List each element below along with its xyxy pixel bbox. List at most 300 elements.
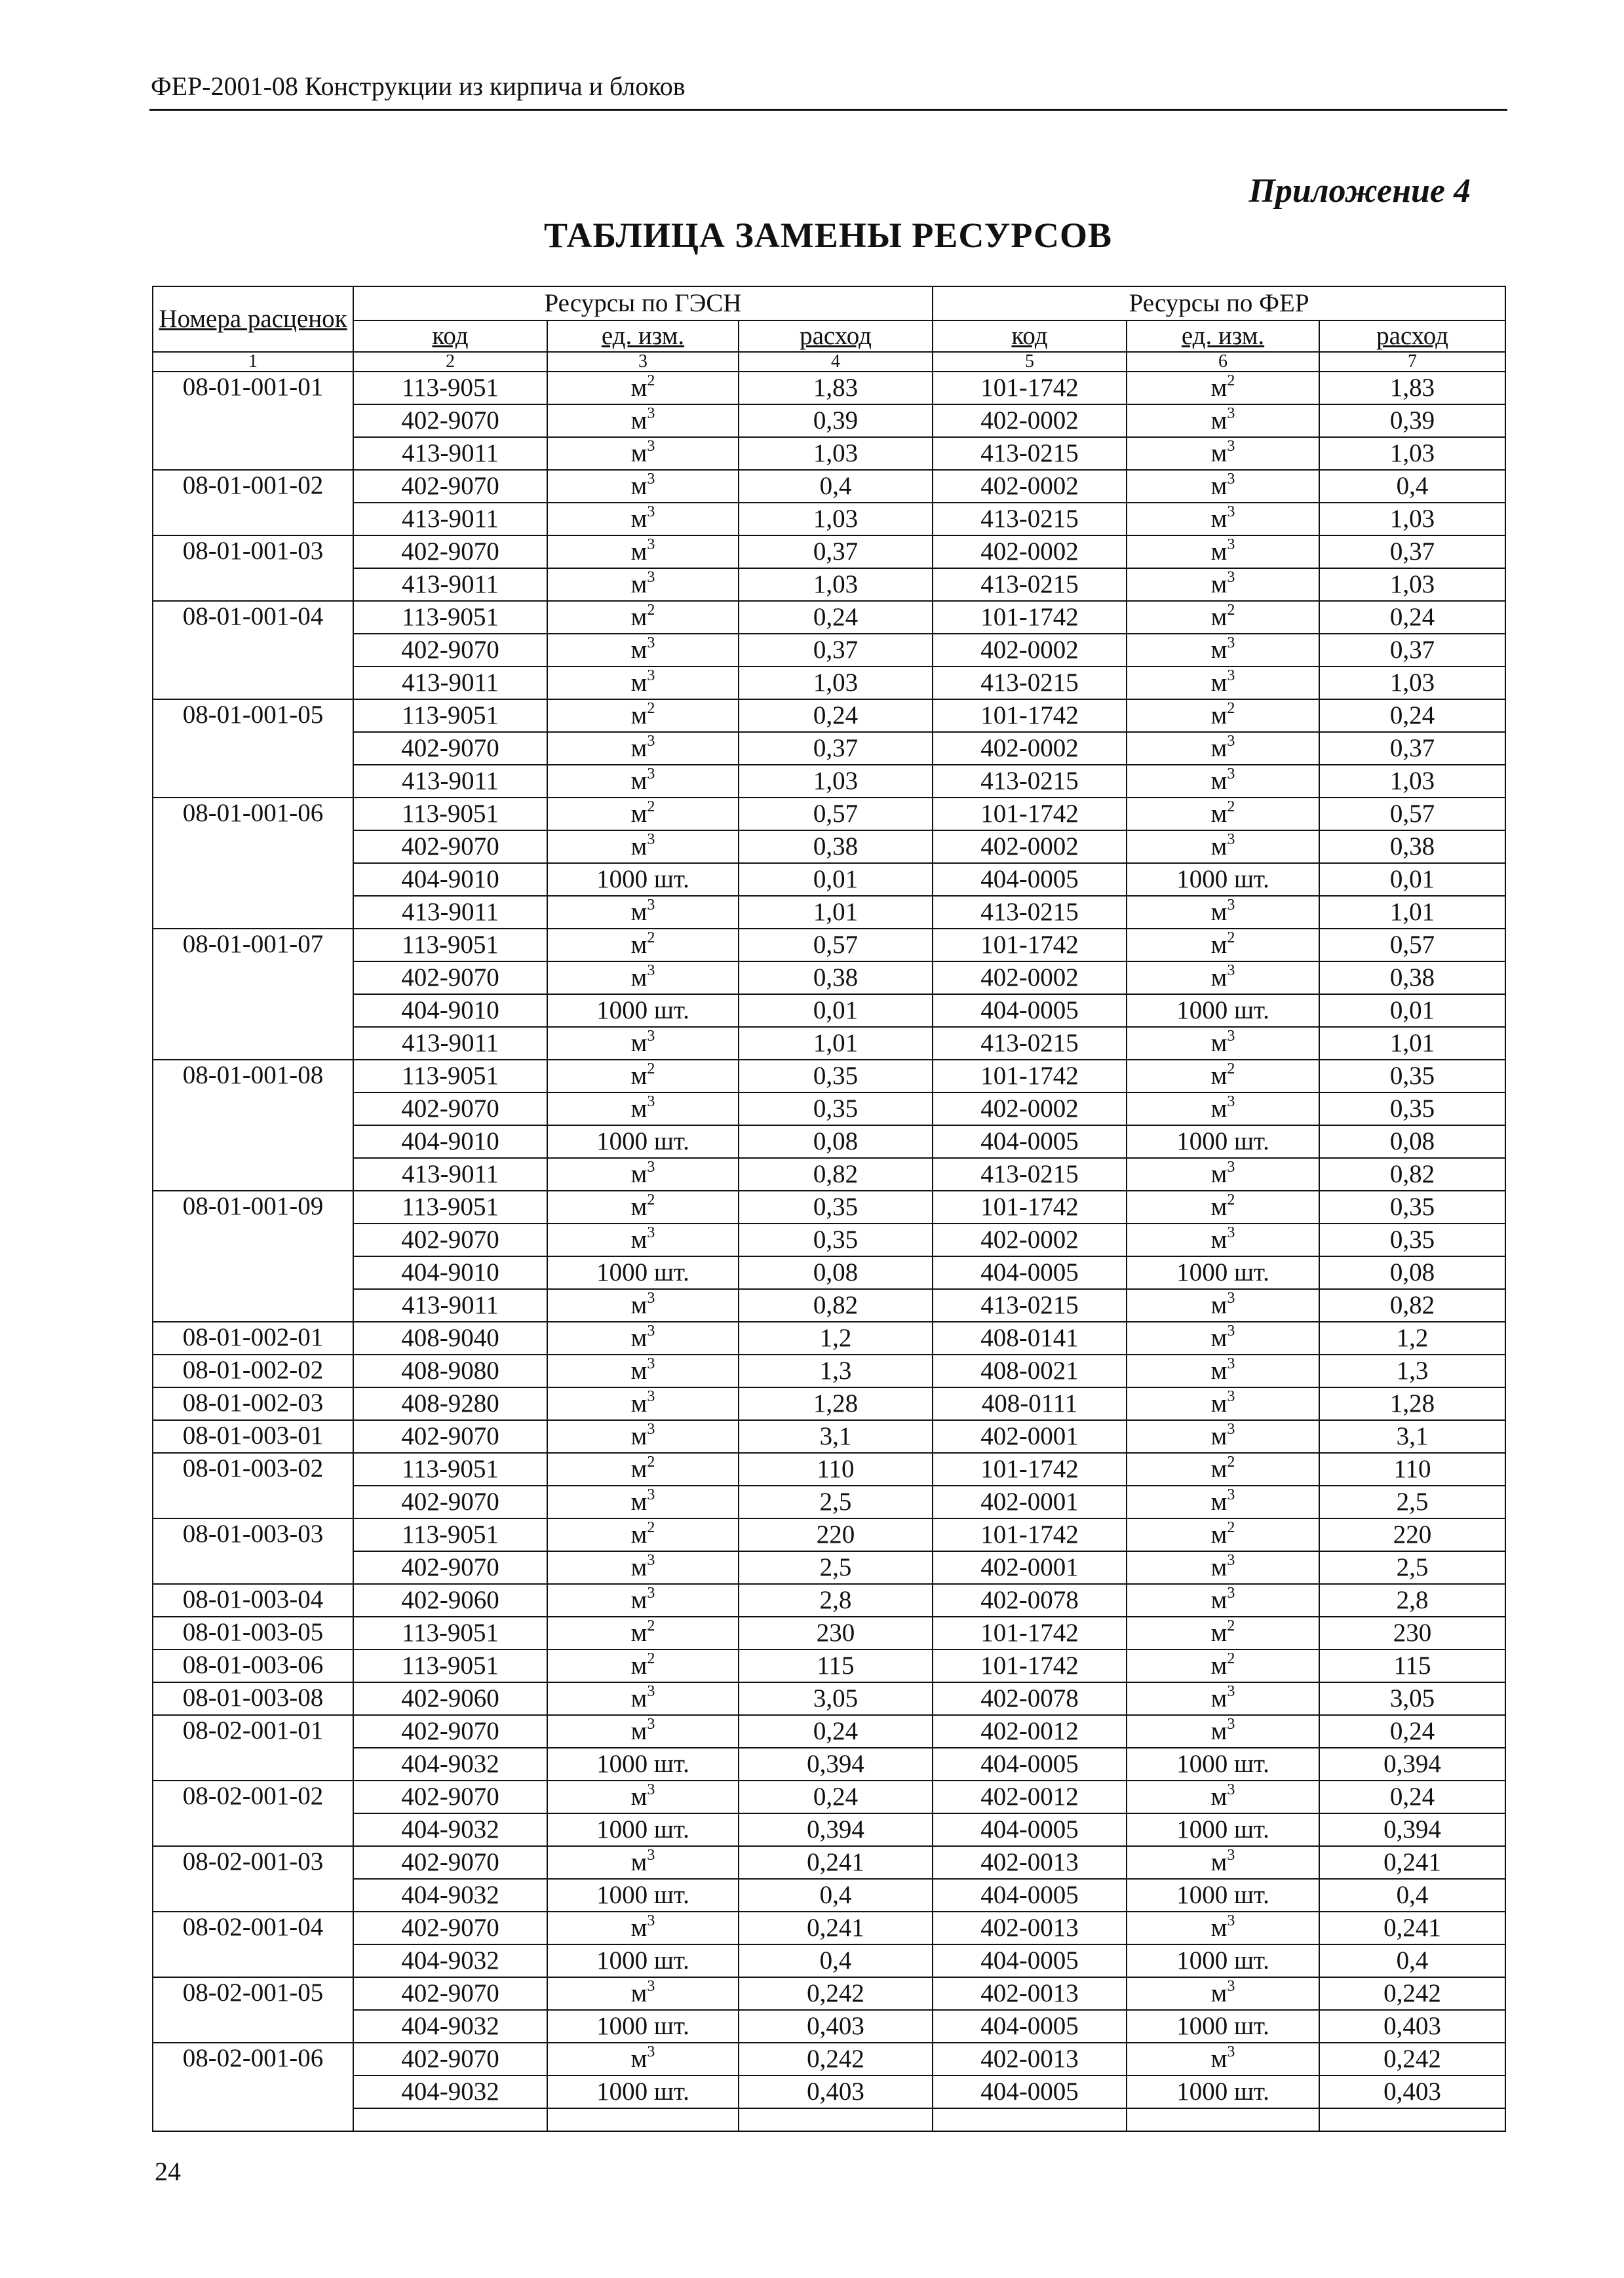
unit-cell — [1127, 1289, 1319, 1322]
unit-base: м — [1210, 1979, 1228, 2007]
unit-base: м — [630, 1914, 648, 1942]
unit-base: м — [1210, 1193, 1228, 1221]
unit-exponent: 3 — [1227, 1781, 1235, 1798]
table-row — [153, 1715, 1505, 1748]
unit-exponent: 3 — [1227, 438, 1235, 455]
fer-code-cell: 101-1742 — [933, 1453, 1127, 1486]
unit-cell — [547, 1781, 739, 1813]
unit-base: м — [630, 1291, 648, 1319]
unit-base: м — [630, 1193, 648, 1221]
table-row — [153, 601, 1505, 634]
unit-cell — [547, 503, 739, 535]
unit-cell — [547, 1486, 739, 1518]
fer-qty-cell: 0,242 — [1319, 1977, 1505, 2010]
unit-cell — [1127, 568, 1319, 601]
unit-cell — [547, 1617, 739, 1650]
unit-exponent: 3 — [1227, 897, 1235, 914]
gesn-qty-cell: 0,37 — [739, 732, 933, 765]
unit-exponent: 3 — [647, 503, 655, 520]
unit-exponent: 3 — [1227, 1683, 1235, 1700]
fer-code-cell: 402-0012 — [933, 1715, 1127, 1748]
table-row — [153, 1191, 1505, 1224]
unit-exponent: 3 — [647, 1322, 655, 1340]
unit-cell — [547, 1551, 739, 1584]
gesn-qty-cell: 2,5 — [739, 1551, 933, 1584]
fer-qty-cell: 1,83 — [1319, 372, 1505, 404]
unit-exponent: 3 — [647, 1552, 655, 1569]
gesn-qty-cell: 0,01 — [739, 863, 933, 896]
fer-code-cell: 101-1742 — [933, 1518, 1127, 1551]
table-row — [153, 634, 1505, 666]
fer-code-cell: 404-0005 — [933, 1256, 1127, 1289]
unit-exponent: 2 — [647, 1519, 655, 1536]
gesn-qty-cell: 110 — [739, 1453, 933, 1486]
fer-qty-cell: 0,82 — [1319, 1289, 1505, 1322]
fer-qty-cell: 0,241 — [1319, 1912, 1505, 1944]
table-row — [153, 1748, 1505, 1781]
gesn-qty-cell: 0,39 — [739, 404, 933, 437]
unit-base: м — [1210, 832, 1228, 860]
unit-base: м — [1210, 1651, 1228, 1680]
unit-cell — [547, 1453, 739, 1486]
page-number: 24 — [155, 2157, 181, 2186]
table-row — [153, 1092, 1505, 1125]
unit-cell — [1127, 666, 1319, 699]
fer-code-cell: 413-0215 — [933, 1158, 1127, 1191]
fer-code-cell: 402-0002 — [933, 732, 1127, 765]
unit-base: м — [630, 1094, 648, 1123]
gesn-code-header: код — [353, 320, 547, 352]
gesn-code-cell: 113-9051 — [353, 929, 547, 961]
gesn-qty-cell: 1,03 — [739, 437, 933, 470]
unit-base: м — [1210, 1226, 1228, 1254]
fer-code-cell: 404-0005 — [933, 994, 1127, 1027]
unit-base: м — [630, 537, 648, 566]
fer-qty-cell: 1,01 — [1319, 1027, 1505, 1060]
unit-cell — [547, 1191, 739, 1224]
unit-cell — [547, 1584, 739, 1617]
fer-code-cell: 402-0001 — [933, 1420, 1127, 1453]
unit-cell: 1000 шт. — [1127, 1944, 1319, 1977]
rate-code-cell: 08-01-002-02 — [153, 1355, 353, 1387]
gesn-qty-cell: 0,38 — [739, 961, 933, 994]
unit-cell — [547, 437, 739, 470]
fer-code-cell: 101-1742 — [933, 798, 1127, 830]
gesn-qty-cell: 0,24 — [739, 1781, 933, 1813]
table-row — [153, 1518, 1505, 1551]
unit-base: м — [1210, 439, 1228, 467]
table-row — [153, 503, 1505, 535]
gesn-code-cell: 402-9070 — [353, 1912, 547, 1944]
fer-code-cell: 402-0078 — [933, 1682, 1127, 1715]
unit-base: м — [1210, 1914, 1228, 1942]
fer-code-cell: 408-0021 — [933, 1355, 1127, 1387]
fer-code-cell: 402-0002 — [933, 535, 1127, 568]
gesn-code-cell: 404-9032 — [353, 1813, 547, 1846]
unit-cell: 1000 шт. — [547, 1879, 739, 1912]
fer-code-cell: 413-0215 — [933, 896, 1127, 929]
unit-exponent: 3 — [1227, 634, 1235, 651]
gesn-qty-cell: 0,394 — [739, 1748, 933, 1781]
unit-cell — [1127, 535, 1319, 568]
fer-qty-cell: 0,241 — [1319, 1846, 1505, 1879]
unit-base: м — [1210, 701, 1228, 729]
fer-qty-cell: 0,24 — [1319, 1781, 1505, 1813]
unit-cell: 1000 шт. — [547, 1944, 739, 1977]
fer-qty-cell: 1,03 — [1319, 666, 1505, 699]
header-rule — [149, 109, 1507, 111]
unit-exponent: 3 — [1227, 667, 1235, 684]
empty-cell — [547, 2108, 739, 2131]
unit-cell — [1127, 1846, 1319, 1879]
unit-exponent: 3 — [1227, 733, 1235, 750]
table-row — [153, 1256, 1505, 1289]
unit-exponent: 3 — [647, 831, 655, 848]
gesn-code-cell: 408-9080 — [353, 1355, 547, 1387]
unit-cell — [547, 2043, 739, 2075]
gesn-qty-cell: 0,394 — [739, 1813, 933, 1846]
unit-cell — [1127, 929, 1319, 961]
gesn-qty-cell: 0,82 — [739, 1289, 933, 1322]
unit-base: м — [1210, 374, 1228, 402]
fer-code-cell: 101-1742 — [933, 1191, 1127, 1224]
rate-code-cell: 08-01-003-04 — [153, 1584, 353, 1617]
gesn-qty-cell: 0,24 — [739, 601, 933, 634]
rate-code-cell: 08-01-001-08 — [153, 1060, 353, 1191]
unit-cell — [547, 372, 739, 404]
unit-cell — [1127, 1224, 1319, 1256]
table-row — [153, 1846, 1505, 1879]
fer-qty-cell: 115 — [1319, 1650, 1505, 1682]
rate-code-cell: 08-01-003-05 — [153, 1617, 353, 1650]
fer-qty-cell: 1,03 — [1319, 765, 1505, 798]
table-row — [153, 2010, 1505, 2043]
table-row — [153, 1682, 1505, 1715]
gesn-code-cell: 404-9010 — [353, 1125, 547, 1158]
empty-cell — [739, 2108, 933, 2131]
fer-code-cell: 402-0013 — [933, 1977, 1127, 2010]
unit-cell — [547, 1060, 739, 1092]
gesn-code-cell: 413-9011 — [353, 1027, 547, 1060]
unit-base: м — [1210, 1324, 1228, 1352]
table-row — [153, 1387, 1505, 1420]
unit-exponent: 3 — [1227, 1355, 1235, 1372]
unit-exponent: 3 — [647, 1912, 655, 1929]
unit-exponent: 2 — [1227, 1519, 1235, 1536]
fer-code-cell: 402-0002 — [933, 1092, 1127, 1125]
table-row — [153, 1650, 1505, 1682]
unit-exponent: 3 — [647, 1486, 655, 1503]
unit-exponent: 3 — [647, 1388, 655, 1405]
gesn-qty-cell: 0,57 — [739, 798, 933, 830]
unit-cell — [547, 470, 739, 503]
unit-cell — [547, 699, 739, 732]
unit-base: м — [630, 406, 648, 434]
unit-cell — [1127, 1715, 1319, 1748]
unit-exponent: 3 — [647, 765, 655, 782]
unit-cell — [1127, 1387, 1319, 1420]
unit-exponent: 2 — [647, 1060, 655, 1077]
table-row — [153, 404, 1505, 437]
unit-base: м — [630, 472, 648, 500]
gesn-code-cell: 113-9051 — [353, 1191, 547, 1224]
unit-cell — [1127, 1977, 1319, 2010]
unit-exponent: 2 — [647, 700, 655, 717]
unit-base: м — [1210, 1422, 1228, 1450]
unit-cell — [1127, 437, 1319, 470]
fer-qty-cell: 1,03 — [1319, 437, 1505, 470]
fer-code-cell: 101-1742 — [933, 1060, 1127, 1092]
gesn-code-cell: 402-9070 — [353, 1715, 547, 1748]
empty-cell — [1127, 2108, 1319, 2131]
gesn-code-cell: 113-9051 — [353, 798, 547, 830]
unit-cell: 1000 шт. — [547, 863, 739, 896]
fer-qty-cell: 1,03 — [1319, 568, 1505, 601]
gesn-code-cell: 113-9051 — [353, 1617, 547, 1650]
unit-exponent: 3 — [647, 1093, 655, 1110]
rate-code-cell: 08-01-003-08 — [153, 1682, 353, 1715]
gesn-code-cell: 413-9011 — [353, 437, 547, 470]
unit-cell — [547, 765, 739, 798]
fer-qty-cell: 0,38 — [1319, 961, 1505, 994]
unit-cell — [547, 1912, 739, 1944]
rate-code-cell: 08-02-001-06 — [153, 2043, 353, 2131]
unit-exponent: 3 — [1227, 1159, 1235, 1176]
fer-qty-cell: 0,37 — [1319, 535, 1505, 568]
unit-exponent: 3 — [1227, 569, 1235, 586]
unit-exponent: 3 — [1227, 2043, 1235, 2060]
unit-exponent: 2 — [647, 372, 655, 389]
fer-code-cell: 404-0005 — [933, 863, 1127, 896]
unit-cell: 1000 шт. — [547, 1813, 739, 1846]
unit-exponent: 3 — [647, 1716, 655, 1733]
unit-base: м — [1210, 1848, 1228, 1876]
gesn-qty-cell: 3,05 — [739, 1682, 933, 1715]
column-number: 6 — [1127, 352, 1319, 372]
unit-cell — [547, 535, 739, 568]
fer-qty-cell: 0,37 — [1319, 634, 1505, 666]
unit-cell — [547, 1092, 739, 1125]
fer-code-cell: 413-0215 — [933, 1289, 1127, 1322]
unit-exponent: 3 — [647, 569, 655, 586]
gesn-code-cell: 402-9070 — [353, 634, 547, 666]
gesn-qty-cell: 0,57 — [739, 929, 933, 961]
unit-base: м — [1210, 1520, 1228, 1549]
table-row — [153, 372, 1505, 404]
unit-exponent: 3 — [647, 1683, 655, 1700]
unit-cell — [547, 929, 739, 961]
unit-cell — [547, 634, 739, 666]
table-row — [153, 1944, 1505, 1977]
gesn-code-cell: 404-9032 — [353, 2075, 547, 2108]
table-row — [153, 1224, 1505, 1256]
gesn-code-cell: 413-9011 — [353, 568, 547, 601]
unit-base: м — [1210, 2045, 1228, 2073]
unit-exponent: 2 — [1227, 1650, 1235, 1667]
table-row — [153, 830, 1505, 863]
fer-qty-cell: 0,394 — [1319, 1813, 1505, 1846]
gesn-code-cell: 402-9070 — [353, 1977, 547, 2010]
gesn-code-cell: 408-9040 — [353, 1322, 547, 1355]
fer-qty-cell: 1,01 — [1319, 896, 1505, 929]
gesn-code-cell: 113-9051 — [353, 601, 547, 634]
unit-exponent: 3 — [647, 1159, 655, 1176]
fer-code-cell: 413-0215 — [933, 666, 1127, 699]
gesn-code-cell: 402-9070 — [353, 1781, 547, 1813]
unit-base: м — [630, 734, 648, 762]
unit-base: м — [1210, 898, 1228, 926]
fer-code-cell: 402-0013 — [933, 2043, 1127, 2075]
gesn-qty-cell: 0,35 — [739, 1191, 933, 1224]
table-row — [153, 1355, 1505, 1387]
unit-exponent: 3 — [647, 438, 655, 455]
empty-cell — [933, 2108, 1127, 2131]
unit-base: м — [630, 767, 648, 795]
unit-cell — [547, 601, 739, 634]
rates-column-header: Номера расценок — [153, 286, 353, 352]
table-row — [153, 765, 1505, 798]
gesn-qty-cell: 0,403 — [739, 2010, 933, 2043]
rate-code-cell: 08-02-001-03 — [153, 1846, 353, 1912]
gesn-qty-cell: 0,38 — [739, 830, 933, 863]
unit-base: м — [1210, 1783, 1228, 1811]
table-row — [153, 568, 1505, 601]
unit-exponent: 3 — [1227, 765, 1235, 782]
fer-code-cell: 402-0012 — [933, 1781, 1127, 1813]
unit-base: м — [630, 963, 648, 992]
unit-cell — [547, 1158, 739, 1191]
unit-cell: 1000 шт. — [1127, 1256, 1319, 1289]
unit-exponent: 3 — [647, 405, 655, 422]
gesn-code-cell: 402-9070 — [353, 1486, 547, 1518]
unit-base: м — [630, 1029, 648, 1057]
gesn-code-cell: 113-9051 — [353, 372, 547, 404]
unit-base: м — [630, 1422, 648, 1450]
unit-base: м — [630, 1324, 648, 1352]
column-number: 4 — [739, 352, 933, 372]
unit-cell — [547, 1355, 739, 1387]
unit-cell — [547, 732, 739, 765]
fer-qty-cell: 0,35 — [1319, 1092, 1505, 1125]
gesn-qty-cell: 1,28 — [739, 1387, 933, 1420]
gesn-code-cell: 402-9070 — [353, 535, 547, 568]
unit-cell: 1000 шт. — [1127, 1748, 1319, 1781]
unit-base: м — [630, 1520, 648, 1549]
gesn-code-cell: 404-9010 — [353, 1256, 547, 1289]
unit-exponent: 3 — [647, 1355, 655, 1372]
unit-base: м — [630, 832, 648, 860]
unit-exponent: 3 — [647, 2043, 655, 2060]
unit-base: м — [630, 1455, 648, 1483]
gesn-code-cell: 408-9280 — [353, 1387, 547, 1420]
table-row — [153, 1617, 1505, 1650]
unit-cell: 1000 шт. — [1127, 994, 1319, 1027]
gesn-group-header: Ресурсы по ГЭСН — [353, 286, 933, 320]
fer-code-header: код — [933, 320, 1127, 352]
table-body — [153, 372, 1505, 2131]
document-title: ТАБЛИЦА ЗАМЕНЫ РЕСУРСОВ — [544, 216, 1113, 255]
unit-base: м — [630, 668, 648, 697]
unit-exponent: 3 — [647, 667, 655, 684]
fer-code-cell: 402-0013 — [933, 1846, 1127, 1879]
gesn-code-cell: 113-9051 — [353, 1650, 547, 1682]
fer-qty-cell: 0,4 — [1319, 1879, 1505, 1912]
fer-code-cell: 404-0005 — [933, 1944, 1127, 1977]
fer-qty-cell: 0,35 — [1319, 1060, 1505, 1092]
table-row — [153, 1879, 1505, 1912]
unit-exponent: 3 — [1227, 1716, 1235, 1733]
table-row — [153, 1125, 1505, 1158]
unit-exponent: 2 — [647, 798, 655, 815]
fer-qty-cell: 0,403 — [1319, 2010, 1505, 2043]
unit-exponent: 3 — [1227, 1322, 1235, 1340]
unit-base: м — [630, 1783, 648, 1811]
unit-cell — [1127, 1191, 1319, 1224]
unit-cell — [547, 1518, 739, 1551]
running-header: ФЕР-2001-08 Конструкции из кирпича и блоков — [151, 71, 686, 101]
gesn-code-cell: 113-9051 — [353, 1518, 547, 1551]
unit-exponent: 3 — [1227, 471, 1235, 488]
fer-code-cell: 413-0215 — [933, 503, 1127, 535]
unit-exponent: 3 — [647, 962, 655, 979]
fer-code-cell: 402-0013 — [933, 1912, 1127, 1944]
gesn-code-cell: 404-9010 — [353, 994, 547, 1027]
table-row — [153, 1420, 1505, 1453]
rate-code-cell: 08-02-001-04 — [153, 1912, 353, 1977]
unit-cell — [1127, 765, 1319, 798]
gesn-qty-cell: 0,24 — [739, 699, 933, 732]
table-row — [153, 1977, 1505, 2010]
unit-cell — [1127, 1486, 1319, 1518]
unit-cell — [1127, 372, 1319, 404]
unit-base: м — [630, 1684, 648, 1712]
empty-cell — [1319, 2108, 1505, 2131]
unit-base: м — [1210, 1684, 1228, 1712]
unit-cell — [547, 1715, 739, 1748]
rate-code-cell: 08-02-001-01 — [153, 1715, 353, 1781]
table-row — [153, 1453, 1505, 1486]
fer-qty-cell: 0,57 — [1319, 798, 1505, 830]
unit-exponent: 3 — [1227, 1421, 1235, 1438]
unit-base: м — [630, 636, 648, 664]
unit-cell — [1127, 601, 1319, 634]
unit-base: м — [1210, 505, 1228, 533]
table-row — [153, 535, 1505, 568]
unit-base: м — [1210, 1357, 1228, 1385]
table-row — [153, 798, 1505, 830]
gesn-code-cell: 413-9011 — [353, 666, 547, 699]
unit-exponent: 2 — [647, 1191, 655, 1208]
unit-cell — [1127, 1420, 1319, 1453]
unit-base: м — [1210, 1586, 1228, 1614]
unit-cell — [547, 1224, 739, 1256]
unit-base: м — [1210, 800, 1228, 828]
gesn-consumption-header: расход — [739, 320, 933, 352]
unit-exponent: 3 — [647, 1028, 655, 1045]
gesn-qty-cell: 0,35 — [739, 1224, 933, 1256]
rate-code-cell: 08-01-003-03 — [153, 1518, 353, 1584]
gesn-code-cell: 413-9011 — [353, 896, 547, 929]
unit-exponent: 3 — [1227, 1585, 1235, 1602]
gesn-qty-cell: 1,3 — [739, 1355, 933, 1387]
gesn-code-cell: 402-9070 — [353, 732, 547, 765]
column-number: 5 — [933, 352, 1127, 372]
unit-base: м — [1210, 537, 1228, 566]
unit-exponent: 3 — [647, 1781, 655, 1798]
unit-base: м — [1210, 1160, 1228, 1188]
gesn-qty-cell: 1,01 — [739, 896, 933, 929]
unit-base: м — [1210, 1619, 1228, 1647]
